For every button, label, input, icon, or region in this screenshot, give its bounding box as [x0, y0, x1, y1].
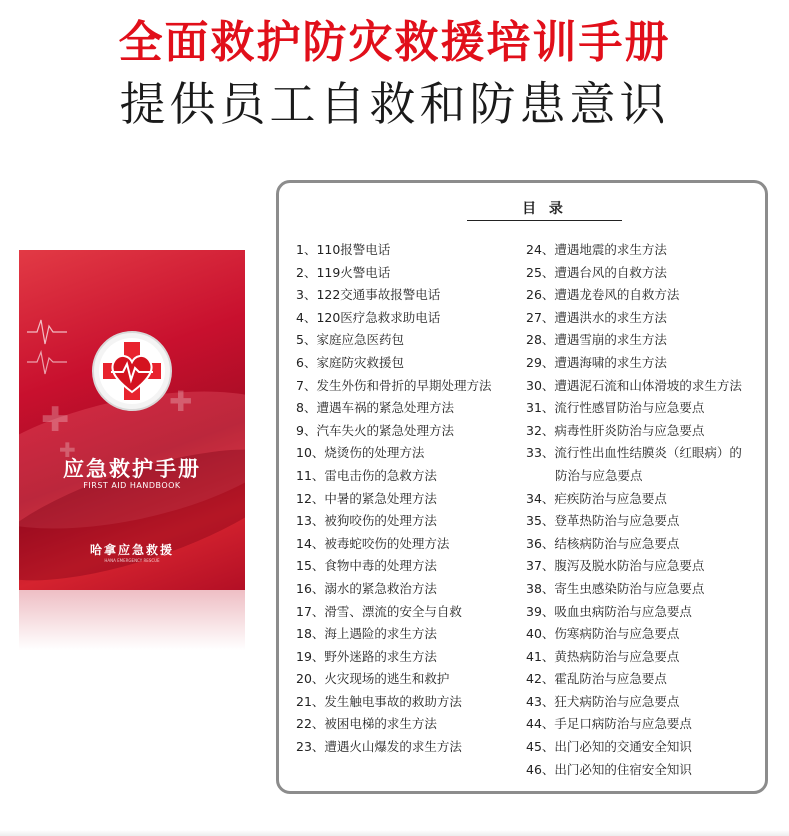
- toc-divider: [467, 220, 622, 221]
- toc-item: 11、雷电击伤的急救方法: [296, 467, 437, 483]
- toc-item: 14、被毒蛇咬伤的处理方法: [296, 535, 450, 551]
- toc-title: 目 录: [522, 201, 567, 217]
- toc-item: 7、发生外伤和骨折的早期处理方法: [296, 377, 492, 393]
- toc-item: 4、120医疗急救求助电话: [296, 309, 441, 325]
- toc-item: 24、遭遇地震的求生方法: [526, 242, 667, 257]
- toc-item: 44、手足口病防治与应急要点: [526, 716, 692, 732]
- toc-item: 6、家庭防灾救援包: [296, 354, 404, 370]
- toc-item: 9、汽车失火的紧急处理方法: [296, 422, 454, 438]
- cross-icon: ✚: [169, 385, 193, 418]
- toc-item: 42、霍乱防治与应急要点: [526, 671, 667, 687]
- cover-title: 应急救护手册: [63, 457, 201, 481]
- toc-item: 43、狂犬病防治与应急要点: [526, 693, 680, 709]
- toc-item: 17、滑雪、漂流的安全与自救: [296, 603, 462, 619]
- toc-item: 45、出门必知的交通安全知识: [526, 739, 692, 755]
- toc-item: 34、疟疾防治与应急要点: [526, 490, 667, 506]
- toc-item-continuation: 防治与应急要点: [555, 467, 643, 483]
- toc-item: 32、病毒性肝炎防治与应急要点: [526, 422, 705, 438]
- toc-item: 27、遭遇洪水的求生方法: [526, 309, 667, 325]
- toc-item: 2、119火警电话: [296, 264, 391, 280]
- toc-item: 40、伤寒病防治与应急要点: [526, 626, 680, 642]
- toc-item: 10、烧烫伤的处理方法: [296, 445, 425, 461]
- cover-publisher: 哈拿应急救援: [89, 543, 174, 557]
- toc-column-left: [296, 239, 491, 759]
- toc-item: 19、野外迷路的求生方法: [296, 648, 437, 664]
- toc-item: 13、被狗咬伤的处理方法: [296, 513, 437, 529]
- cover-reflection: [19, 590, 245, 650]
- toc-item: 18、海上遇险的求生方法: [296, 626, 437, 642]
- heart-cross-icon: [91, 330, 173, 412]
- toc-item: 5、家庭应急医药包: [296, 332, 404, 348]
- page-subtitle: 提供员工自救和防患意识: [119, 77, 670, 131]
- toc-column-right: [526, 239, 742, 781]
- handbook-cover: [19, 250, 245, 590]
- toc-item: 12、中暑的紧急处理方法: [296, 490, 437, 506]
- cover-publisher-sub: HANA EMERGENCY RESCUE: [104, 558, 160, 563]
- bottom-shadow: [0, 830, 789, 836]
- cross-icon: ✚: [41, 400, 70, 440]
- toc-item: 29、遭遇海啸的求生方法: [526, 354, 667, 370]
- toc-item: 41、黄热病防治与应急要点: [526, 648, 680, 664]
- toc-item: 39、吸血虫病防治与应急要点: [526, 603, 692, 619]
- toc-item: 33、流行性出血性结膜炎（红眼病）的: [526, 445, 742, 461]
- toc-item: 3、122交通事故报警电话: [296, 287, 441, 303]
- toc-item: 16、溺水的紧急救治方法: [296, 580, 437, 596]
- cross-icon: ✚: [59, 438, 76, 462]
- toc-item: 1、110报警电话: [296, 242, 391, 257]
- toc-item: 35、登革热防治与应急要点: [526, 513, 680, 529]
- toc-item: 21、发生触电事故的救助方法: [296, 693, 462, 709]
- toc-item: 23、遭遇火山爆发的求生方法: [296, 739, 462, 755]
- toc-item: 30、遭遇泥石流和山体滑坡的求生方法: [526, 377, 742, 393]
- toc-item: 25、遭遇台风的自救方法: [526, 264, 667, 280]
- toc-item: 8、遭遇车祸的紧急处理方法: [296, 400, 454, 416]
- page-title: 全面救护防灾救援培训手册: [118, 17, 671, 68]
- toc-item: 28、遭遇雪崩的求生方法: [526, 332, 667, 348]
- cover-subtitle: FIRST AID HANDBOOK: [83, 481, 181, 490]
- pulse-line-icon: [27, 312, 67, 382]
- toc-item: 37、腹泻及脱水防治与应急要点: [526, 558, 705, 574]
- toc-item: 26、遭遇龙卷风的自救方法: [526, 287, 680, 303]
- toc-item: 22、被困电梯的求生方法: [296, 716, 437, 732]
- toc-item: 20、火灾现场的逃生和救护: [296, 671, 450, 687]
- toc-item: 46、出门必知的住宿安全知识: [526, 761, 692, 777]
- toc-item: 31、流行性感冒防治与应急要点: [526, 400, 705, 416]
- toc-item: 38、寄生虫感染防治与应急要点: [526, 580, 705, 596]
- toc-item: 15、食物中毒的处理方法: [296, 558, 437, 574]
- toc-item: 36、结核病防治与应急要点: [526, 535, 680, 551]
